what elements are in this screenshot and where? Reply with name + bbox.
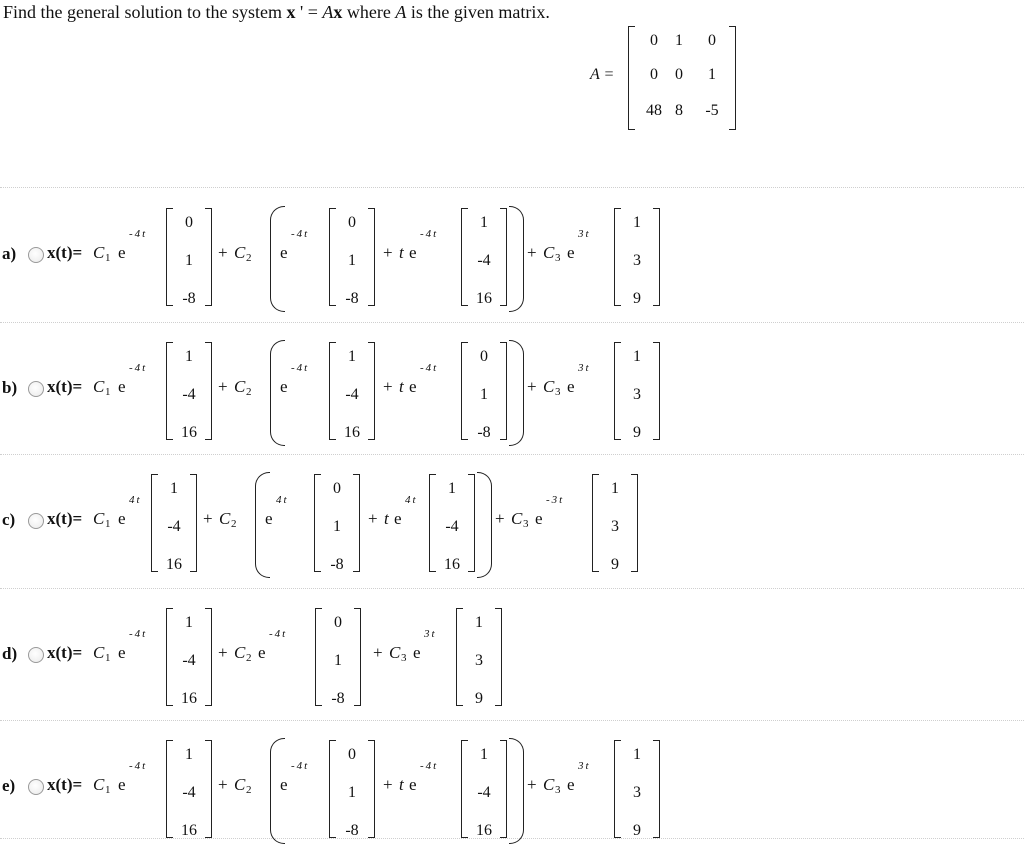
exp-e: e <box>409 775 417 794</box>
vector-entry: 0 <box>480 348 488 365</box>
subscript-2: 2 <box>246 784 252 796</box>
exponent-2b: 4t <box>405 494 418 506</box>
subscript-2: 2 <box>231 518 237 530</box>
solution-lhs: x(t)= <box>47 377 83 396</box>
matrix-A-cell: 0 <box>708 32 716 49</box>
vector-entry: -4 <box>182 784 196 801</box>
vector-entry: 3 <box>633 252 641 269</box>
exponent-3: 3t <box>424 628 437 640</box>
matrix-A-cell: 1 <box>708 66 716 83</box>
constant-C2: C <box>234 377 246 396</box>
exp-e: e <box>280 243 288 262</box>
exp-e: e <box>118 509 126 528</box>
constant-C1: C <box>93 643 105 662</box>
subscript-2: 2 <box>246 386 252 398</box>
radio-option-b[interactable] <box>28 381 44 397</box>
vector-entry: -8 <box>345 290 359 307</box>
exponent-1: -4t <box>129 228 148 240</box>
exp-e: e <box>118 775 126 794</box>
subscript-1: 1 <box>105 784 111 796</box>
vector-entry: 9 <box>633 290 641 307</box>
vector-entry: 1 <box>633 214 641 231</box>
vector-entry: 1 <box>185 746 193 763</box>
vector-3 <box>614 342 660 440</box>
exponent-3: 3t <box>578 760 591 772</box>
question-A2: A <box>395 2 407 22</box>
vector-entry: 1 <box>480 746 488 763</box>
vector-entry: 1 <box>480 386 488 403</box>
t-factor: t <box>384 509 389 528</box>
plus-sign: + <box>218 775 228 794</box>
constant-C2: C <box>234 243 246 262</box>
vector-1 <box>166 740 212 838</box>
subscript-3: 3 <box>523 518 529 530</box>
vector-entry: 16 <box>181 690 197 707</box>
solution-lhs: x(t)= <box>47 509 83 528</box>
exponent-2b: -4t <box>420 362 439 374</box>
question-where: where <box>342 2 396 22</box>
exponent-3: -3t <box>546 494 565 506</box>
subscript-3: 3 <box>555 252 561 264</box>
option-letter: a) <box>2 244 17 263</box>
vector-entry: 0 <box>348 746 356 763</box>
vector-entry: -8 <box>330 556 344 573</box>
option-a <box>0 192 1024 312</box>
vector-entry: 3 <box>611 518 619 535</box>
solution-lhs: x(t)= <box>47 775 83 794</box>
vector-1 <box>151 474 197 572</box>
vector-entry: -8 <box>331 690 345 707</box>
exp-e: e <box>394 509 402 528</box>
vector-3 <box>592 474 638 572</box>
exponent-3: 3t <box>578 228 591 240</box>
vector-entry: 9 <box>633 822 641 839</box>
plus-sign: + <box>203 509 213 528</box>
vector-1 <box>166 208 212 306</box>
vector-entry: 0 <box>333 480 341 497</box>
vector-entry: -8 <box>182 290 196 307</box>
exp-e: e <box>118 643 126 662</box>
exp-e: e <box>409 243 417 262</box>
exponent-1: -4t <box>129 760 148 772</box>
matrix-A-cell: 0 <box>650 66 658 83</box>
constant-C3: C <box>543 243 555 262</box>
vector-entry: 1 <box>348 252 356 269</box>
vector-2a <box>314 474 360 572</box>
exp-e: e <box>413 643 421 662</box>
vector-entry: 16 <box>166 556 182 573</box>
plus-sign: + <box>527 775 537 794</box>
vector-1 <box>166 342 212 440</box>
plus-sign: + <box>383 243 393 262</box>
constant-C3: C <box>543 775 555 794</box>
vector-entry: 1 <box>480 214 488 231</box>
exponent-2: -4t <box>291 228 310 240</box>
vector-entry: 1 <box>333 518 341 535</box>
exp-e: e <box>258 643 266 662</box>
vector-entry: 16 <box>181 822 197 839</box>
vector-entry: 1 <box>448 480 456 497</box>
constant-C3: C <box>543 377 555 396</box>
vector-entry: 0 <box>185 214 193 231</box>
vector-2a <box>329 342 375 440</box>
vector-2a <box>329 740 375 838</box>
option-c <box>0 458 1024 578</box>
constant-C1: C <box>93 775 105 794</box>
plus-sign: + <box>383 775 393 794</box>
exp-e: e <box>567 775 575 794</box>
exp-e: e <box>118 243 126 262</box>
constant-C1: C <box>93 243 105 262</box>
exp-e: e <box>118 377 126 396</box>
vector-entry: 1 <box>334 652 342 669</box>
vector-2b <box>461 208 507 306</box>
vector-entry: 9 <box>633 424 641 441</box>
exponent-2b: -4t <box>420 760 439 772</box>
exponent-1: -4t <box>129 362 148 374</box>
exp-e: e <box>535 509 543 528</box>
exponent-2: -4t <box>291 362 310 374</box>
option-letter: c) <box>2 510 16 529</box>
option-divider <box>0 322 1024 323</box>
vector-entry: 1 <box>185 614 193 631</box>
vector-entry: -8 <box>477 424 491 441</box>
subscript-2: 2 <box>246 252 252 264</box>
vector-entry: 16 <box>444 556 460 573</box>
vector-entry: 1 <box>611 480 619 497</box>
subscript-1: 1 <box>105 386 111 398</box>
vector-entry: 3 <box>633 386 641 403</box>
vector-entry: 1 <box>348 348 356 365</box>
option-divider <box>0 187 1024 188</box>
exp-e: e <box>280 377 288 396</box>
matrix-A-cell: -5 <box>705 102 719 119</box>
radio-option-d[interactable] <box>28 647 44 663</box>
vector-3 <box>456 608 502 706</box>
exponent-2: -4t <box>269 628 288 640</box>
exponent-3: 3t <box>578 362 591 374</box>
vector-entry: 1 <box>475 614 483 631</box>
plus-sign: + <box>527 243 537 262</box>
constant-C1: C <box>93 509 105 528</box>
exponent-2b: -4t <box>420 228 439 240</box>
vector-2b <box>461 740 507 838</box>
matrix-A-cell: 48 <box>646 102 662 119</box>
exp-e: e <box>409 377 417 396</box>
vector-entry: 1 <box>633 348 641 365</box>
vector-2b <box>429 474 475 572</box>
plus-sign: + <box>495 509 505 528</box>
vector-entry: -4 <box>477 252 491 269</box>
vector-entry: -4 <box>477 784 491 801</box>
vector-entry: 0 <box>348 214 356 231</box>
vector-entry: 16 <box>344 424 360 441</box>
exp-e: e <box>280 775 288 794</box>
question-prefix: Find the general solution to the system <box>3 2 287 22</box>
matrix-A-cell: 0 <box>650 32 658 49</box>
question-x2: x <box>333 2 343 22</box>
option-e <box>0 724 1024 844</box>
vector-entry: -8 <box>345 822 359 839</box>
option-divider <box>0 454 1024 455</box>
option-letter: d) <box>2 644 18 663</box>
exponent-1: 4t <box>129 494 142 506</box>
vector-1 <box>166 608 212 706</box>
vector-entry: 3 <box>633 784 641 801</box>
exponent-2: -4t <box>291 760 310 772</box>
option-letter: b) <box>2 378 18 397</box>
t-factor: t <box>399 377 404 396</box>
vector-entry: -4 <box>345 386 359 403</box>
vector-entry: 1 <box>170 480 178 497</box>
plus-sign: + <box>218 243 228 262</box>
right-paren <box>509 340 524 446</box>
subscript-1: 1 <box>105 652 111 664</box>
exponent-1: -4t <box>129 628 148 640</box>
right-paren <box>509 206 524 312</box>
t-factor: t <box>399 243 404 262</box>
exp-e: e <box>265 509 273 528</box>
t-factor: t <box>399 775 404 794</box>
solution-lhs: x(t)= <box>47 643 83 662</box>
matrix-A-cell: 8 <box>675 102 683 119</box>
subscript-3: 3 <box>401 652 407 664</box>
exponent-2: 4t <box>276 494 289 506</box>
vector-3 <box>614 208 660 306</box>
vector-entry: -4 <box>445 518 459 535</box>
constant-C3: C <box>389 643 401 662</box>
matrix-A-brackets <box>628 26 736 130</box>
option-divider <box>0 720 1024 721</box>
plus-sign: + <box>383 377 393 396</box>
question-end: is the given matrix. <box>406 2 550 22</box>
constant-C2: C <box>234 643 246 662</box>
vector-entry: -4 <box>182 386 196 403</box>
radio-option-a[interactable] <box>28 247 44 263</box>
vector-entry: 16 <box>476 290 492 307</box>
plus-sign: + <box>368 509 378 528</box>
vector-2b <box>461 342 507 440</box>
vector-entry: 3 <box>475 652 483 669</box>
vector-entry: 9 <box>611 556 619 573</box>
subscript-1: 1 <box>105 518 111 530</box>
constant-C2: C <box>234 775 246 794</box>
question-x: x <box>286 2 296 22</box>
vector-entry: 9 <box>475 690 483 707</box>
vector-entry: 1 <box>633 746 641 763</box>
matrix-A-cell: 1 <box>675 32 683 49</box>
vector-entry: 1 <box>185 348 193 365</box>
radio-option-e[interactable] <box>28 779 44 795</box>
option-divider <box>0 588 1024 589</box>
question-text <box>3 2 550 23</box>
subscript-1: 1 <box>105 252 111 264</box>
vector-entry: -4 <box>182 652 196 669</box>
radio-option-c[interactable] <box>28 513 44 529</box>
vector-entry: -4 <box>167 518 181 535</box>
plus-sign: + <box>527 377 537 396</box>
subscript-3: 3 <box>555 784 561 796</box>
constant-C3: C <box>511 509 523 528</box>
vector-2 <box>315 608 361 706</box>
exp-e: e <box>567 243 575 262</box>
vector-2a <box>329 208 375 306</box>
plus-sign: + <box>218 377 228 396</box>
vector-entry: 1 <box>185 252 193 269</box>
option-b <box>0 326 1024 446</box>
right-paren <box>509 738 524 844</box>
question-A: A <box>322 2 334 22</box>
plus-sign: + <box>218 643 228 662</box>
vector-entry: 16 <box>181 424 197 441</box>
option-d <box>0 592 1024 712</box>
exp-e: e <box>567 377 575 396</box>
constant-C2: C <box>219 509 231 528</box>
matrix-A-cell: 0 <box>675 66 683 83</box>
solution-lhs: x(t)= <box>47 243 83 262</box>
subscript-3: 3 <box>555 386 561 398</box>
constant-C1: C <box>93 377 105 396</box>
plus-sign: + <box>373 643 383 662</box>
option-letter: e) <box>2 776 16 795</box>
vector-entry: 16 <box>476 822 492 839</box>
right-paren <box>477 472 492 578</box>
question-prime: ' = <box>295 2 323 22</box>
vector-3 <box>614 740 660 838</box>
vector-entry: 0 <box>334 614 342 631</box>
subscript-2: 2 <box>246 652 252 664</box>
vector-entry: 1 <box>348 784 356 801</box>
matrix-A-label: A = <box>590 66 615 83</box>
